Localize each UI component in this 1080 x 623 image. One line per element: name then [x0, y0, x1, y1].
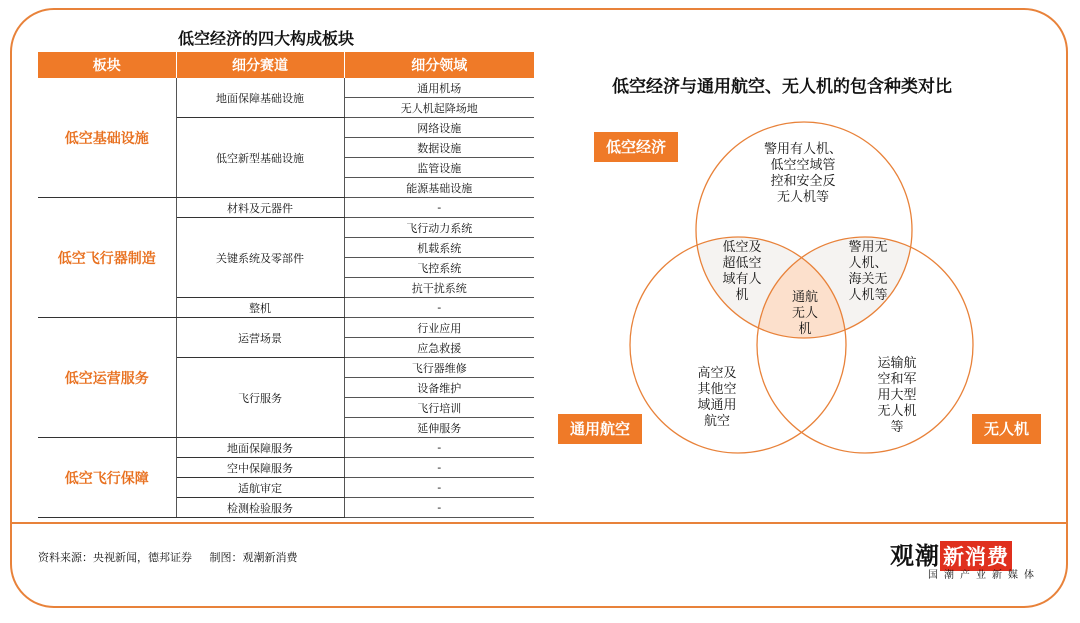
segments-table: [38, 52, 534, 518]
label-low-altitude: 低空经济: [594, 132, 678, 162]
field-name: 网络设施: [344, 118, 534, 138]
field-name: -: [344, 298, 534, 318]
field-name: 应急救援: [344, 338, 534, 358]
logo-subtitle: 国潮产业新媒体: [928, 570, 1040, 581]
track-name: 飞行服务: [176, 358, 344, 438]
header-field: 细分领域: [344, 52, 534, 78]
venn-title: 低空经济与通用航空、无人机的包含种类对比: [612, 77, 952, 97]
logo-box-text: 新消费: [940, 541, 1012, 571]
field-name: 能源基础设施: [344, 178, 534, 198]
track-name: 整机: [176, 298, 344, 318]
field-name: 行业应用: [344, 318, 534, 338]
field-name: 延伸服务: [344, 418, 534, 438]
field-name: 无人机起降场地: [344, 98, 534, 118]
region-low-drone: 警用无 人机、 海关无 人机等: [848, 240, 888, 303]
footer-divider: [10, 522, 1068, 524]
track-name: 适航审定: [176, 478, 344, 498]
field-name: 飞行器维修: [344, 358, 534, 378]
sector-name: 低空飞行保障: [38, 438, 176, 518]
header-sector: 板块: [38, 52, 176, 78]
field-name: -: [344, 438, 534, 458]
table-row: [38, 318, 534, 338]
region-low-general: 低空及 超低空 域有人 机: [722, 240, 762, 303]
field-name: 机载系统: [344, 238, 534, 258]
track-name: 材料及元器件: [176, 198, 344, 218]
track-name: 低空新型基础设施: [176, 118, 344, 198]
region-low-only: 警用有人机、 低空空域管 控和安全反 无人机等: [763, 142, 842, 205]
brand-logo: [890, 536, 1040, 586]
table-title: 低空经济的四大构成板块: [178, 29, 355, 48]
field-name: -: [344, 458, 534, 478]
field-name: -: [344, 478, 534, 498]
label-drone: 无人机: [972, 414, 1041, 444]
field-name: 抗干扰系统: [344, 278, 534, 298]
table-row: [38, 198, 534, 218]
table-row: [38, 78, 534, 98]
label-general-aviation: 通用航空: [558, 414, 642, 444]
sector-name: 低空基础设施: [38, 78, 176, 198]
field-name: -: [344, 198, 534, 218]
credit-text: 制图：观潮新消费: [209, 551, 298, 564]
sector-name: 低空运营服务: [38, 318, 176, 438]
track-name: 空中保障服务: [176, 458, 344, 478]
track-name: 关键系统及零部件: [176, 218, 344, 298]
track-name: 地面保障基础设施: [176, 78, 344, 118]
field-name: 监管设施: [344, 158, 534, 178]
region-general-only: 高空及 其他空 域通用 航空: [697, 366, 737, 429]
header-track: 细分赛道: [176, 52, 344, 78]
region-drone-only: 运输航 空和军 用大型 无人机 等: [877, 356, 917, 435]
field-name: 飞行培训: [344, 398, 534, 418]
track-name: 运营场景: [176, 318, 344, 358]
field-name: 通用机场: [344, 78, 534, 98]
field-name: 设备维护: [344, 378, 534, 398]
field-name: 数据设施: [344, 138, 534, 158]
track-name: 检测检验服务: [176, 498, 344, 518]
table-header-row: [38, 52, 534, 78]
source-text: 资料来源：央视新闻，德邦证券: [38, 551, 192, 564]
field-name: 飞行动力系统: [344, 218, 534, 238]
field-name: 飞控系统: [344, 258, 534, 278]
source-line: [38, 549, 312, 565]
table-row: [38, 438, 534, 458]
track-name: 地面保障服务: [176, 438, 344, 458]
logo-main-text: 观潮: [890, 542, 940, 570]
field-name: -: [344, 498, 534, 518]
sector-name: 低空飞行器制造: [38, 198, 176, 318]
region-all-three: 通航 无人 机: [791, 290, 818, 337]
